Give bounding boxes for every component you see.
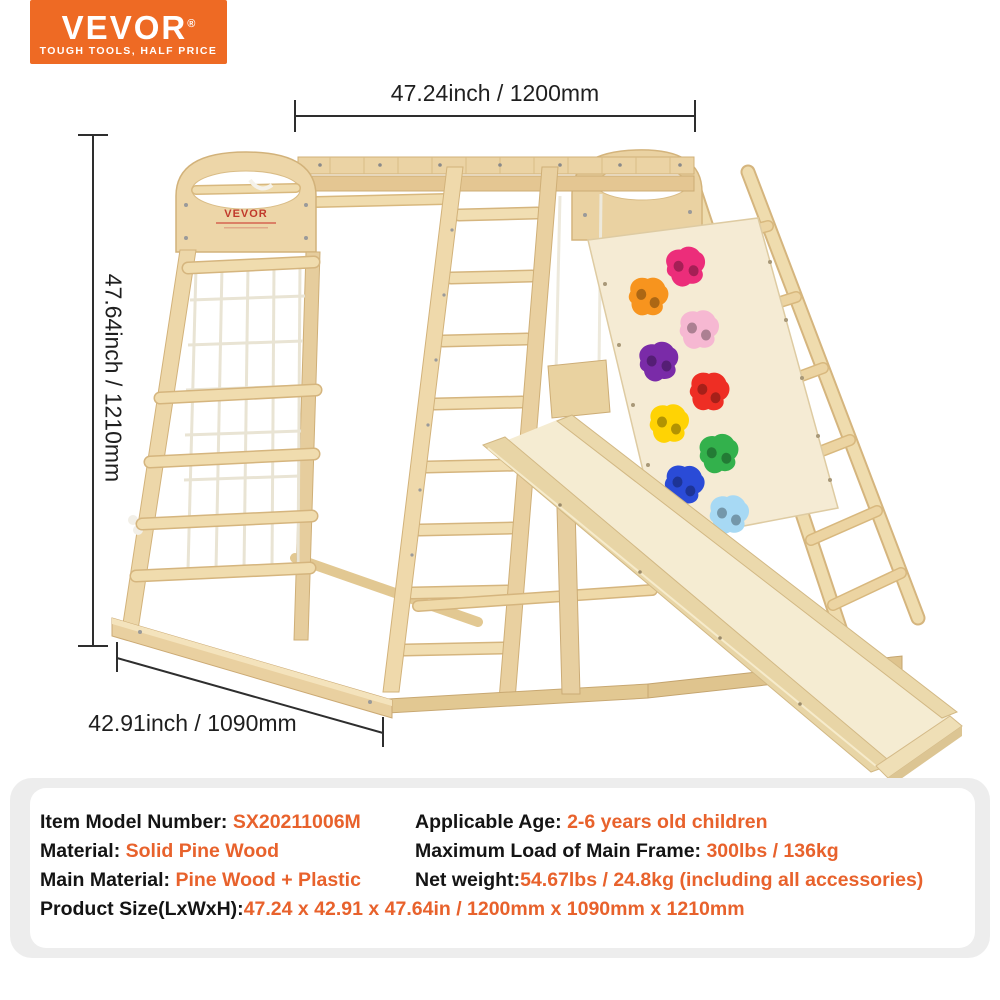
spec-material: Material: Solid Pine Wood bbox=[40, 840, 280, 862]
hold-light-pink bbox=[680, 310, 719, 349]
spec-max-load: Maximum Load of Main Frame: 300lbs / 136kg bbox=[415, 840, 839, 862]
hold-yellow bbox=[650, 404, 689, 443]
left-headboard bbox=[176, 152, 316, 252]
dimension-label-width: 47.24inch / 1200mm bbox=[390, 80, 600, 106]
spec-panel bbox=[30, 788, 975, 948]
board-brand-text: VEVOR bbox=[224, 208, 268, 220]
registered-mark: ® bbox=[187, 17, 196, 30]
dimension-label-depth: 42.91inch / 1090mm bbox=[88, 710, 297, 736]
spec-product-size: Product Size(LxWxH):47.24 x 42.91 x 47.64in / 1200mm x 1090mm x 1210mm bbox=[40, 898, 745, 920]
spec-main-material: Main Material: Pine Wood + Plastic bbox=[40, 869, 361, 891]
spec-net-weight: Net weight:54.67lbs / 24.8kg (including all accessories) bbox=[415, 869, 924, 891]
spec-item-model-number: Item Model Number: SX20211006M bbox=[40, 811, 361, 833]
dimension-label-height: 47.64inch / 1210mm bbox=[100, 273, 127, 483]
spec-applicable-age: Applicable Age: 2-6 years old children bbox=[415, 811, 768, 833]
brand-text: VEVOR® bbox=[61, 8, 196, 46]
brand-tagline: TOUGH TOOLS, HALF PRICE bbox=[39, 44, 218, 57]
